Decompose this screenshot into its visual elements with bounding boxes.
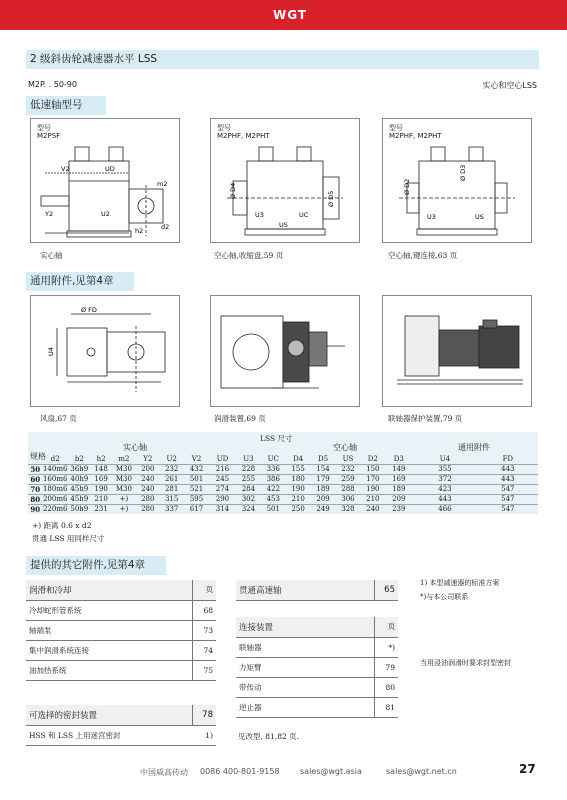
size-cell: 70 xyxy=(28,484,43,494)
modify-note: 见改型, 81,82 页. xyxy=(238,732,300,741)
cell: 150 xyxy=(360,464,385,474)
cell: 595 xyxy=(184,494,209,504)
cell: 232 xyxy=(159,464,184,474)
cell: 45h9 xyxy=(68,484,91,494)
spec-header-row xyxy=(28,455,538,464)
conn-item-label: 联轴器 xyxy=(236,637,374,657)
list-item xyxy=(236,697,398,717)
dim-y2: Y2 xyxy=(45,210,54,218)
cell: 547 xyxy=(478,484,538,494)
cell: 249 xyxy=(311,504,336,514)
cell: 169 xyxy=(91,474,112,484)
diagram-type-label: 型号 xyxy=(389,124,403,132)
footnote-2: *)与本公司联系 xyxy=(420,593,469,601)
cell: M30 xyxy=(111,464,136,474)
connection-page-label: 页 xyxy=(374,617,398,637)
diagram-hollow-key xyxy=(382,118,532,243)
footer-email-1[interactable]: sales@wgt.asia xyxy=(300,767,362,776)
model-range: M2P. . 50-90 xyxy=(28,80,77,89)
cell: 328 xyxy=(336,504,361,514)
through-shaft-page: 65 xyxy=(374,580,398,600)
cell: 337 xyxy=(159,504,184,514)
size-cell: 90 xyxy=(28,504,43,514)
footer-email-2[interactable]: sales@wgt.net.cn xyxy=(386,767,457,776)
cell: 190 xyxy=(360,484,385,494)
cell: 617 xyxy=(184,504,209,514)
cell: 209 xyxy=(385,494,412,504)
cell: 290 xyxy=(209,494,236,504)
cell: M30 xyxy=(111,484,136,494)
cell: 155 xyxy=(286,464,311,474)
diagram-model: M2PSF xyxy=(37,132,61,140)
seal-page: 78 xyxy=(192,705,216,725)
table-row xyxy=(28,464,538,474)
spec-group-hollow: 空心轴 xyxy=(333,443,357,452)
spec-title: LSS 尺寸 xyxy=(260,434,293,443)
cell: 228 xyxy=(236,464,261,474)
conn-item-label: 带传动 xyxy=(236,677,374,697)
cell: 501 xyxy=(261,504,286,514)
conn-item-label: 力矩臂 xyxy=(236,657,374,677)
lube-table xyxy=(26,580,216,681)
cell: 336 xyxy=(261,464,286,474)
cell: 179 xyxy=(311,474,336,484)
cell: 140m6 xyxy=(42,465,68,473)
list-item xyxy=(26,600,216,620)
general-title-text: 通用附件,见第4章 xyxy=(30,275,114,287)
solid-shaft-drawing xyxy=(31,141,179,241)
accessory-lube xyxy=(210,295,360,407)
cell: 210 xyxy=(360,494,385,504)
footer-company: 中国威高传动 xyxy=(140,768,188,777)
cell: 386 xyxy=(261,474,286,484)
caption-hollow-shrink: 空心轴,收缩盘,59 页 xyxy=(214,251,284,260)
lube-item-page: 68 xyxy=(192,600,216,620)
cell: 210 xyxy=(91,494,112,504)
list-item xyxy=(236,657,398,677)
cell: +) xyxy=(111,504,136,514)
cell: 432 xyxy=(184,464,209,474)
cell: 154 xyxy=(311,464,336,474)
spec-size-label: 规格 xyxy=(30,452,46,461)
through-shaft-header-row xyxy=(236,580,398,600)
cell: 190 xyxy=(91,484,112,494)
cell: 245 xyxy=(209,474,236,484)
spec-note-2: 贯通 LSS 用同样尺寸 xyxy=(32,534,105,543)
cell: 220m6 xyxy=(42,505,68,513)
spec-group-acc: 通用附件 xyxy=(458,443,490,452)
lube-item-page: 75 xyxy=(192,660,216,680)
size-cell: 80 xyxy=(28,494,43,504)
cell: 547 xyxy=(478,504,538,514)
cell: 239 xyxy=(385,504,412,514)
cell: 547 xyxy=(478,494,538,504)
list-item xyxy=(26,620,216,640)
table-row xyxy=(28,504,538,514)
dim-d5: Ø D5 xyxy=(327,190,335,207)
cell: 210 xyxy=(286,494,311,504)
cell: 274 xyxy=(209,484,236,494)
lube-drawing xyxy=(211,296,359,406)
dim-us-key: US xyxy=(475,213,484,221)
col-v2: V2 xyxy=(191,455,202,464)
footer-phone: 0086 400-801-9158 xyxy=(200,767,280,776)
lube-item-label: 冷却蛇形管系统 xyxy=(26,600,192,620)
cell: 302 xyxy=(236,494,261,504)
lube-table-header xyxy=(26,580,216,600)
spec-header-blank xyxy=(28,455,43,464)
col-d3: D3 xyxy=(393,455,404,464)
connection-table xyxy=(236,617,398,718)
conn-item-page: 81 xyxy=(374,697,398,717)
cell: 422 xyxy=(261,484,286,494)
dim-ud: UD xyxy=(105,165,115,173)
cell: 40h9 xyxy=(68,474,91,484)
cell: 209 xyxy=(311,494,336,504)
list-item xyxy=(26,640,216,660)
connection-header: 连接装置 xyxy=(236,617,374,637)
dim-d4: Ø D4 xyxy=(229,182,237,199)
dim-u3-key: U3 xyxy=(427,213,436,221)
coupling-guard-drawing xyxy=(383,296,531,406)
diagram-model: M2PHF, M2PHT xyxy=(389,132,442,140)
table-row xyxy=(28,484,538,494)
section-title xyxy=(26,50,539,69)
cell: 200m6 xyxy=(42,495,68,503)
lube-item-label: 轴端泵 xyxy=(26,620,192,640)
diagram-hollow-shrink xyxy=(210,118,360,243)
cell: +) xyxy=(111,494,136,504)
accessory-coupling-guard xyxy=(382,295,532,407)
diagram-model: M2PHF, M2PHT xyxy=(217,132,270,140)
cell: 288 xyxy=(336,484,361,494)
spec-group-solid: 实心轴 xyxy=(123,443,147,452)
cell: 160m6 xyxy=(42,475,68,483)
cell: 190 xyxy=(286,484,311,494)
general-title xyxy=(26,272,134,291)
col-b2: b2 xyxy=(74,455,84,464)
conn-item-page: 80 xyxy=(374,677,398,697)
col-u2: U2 xyxy=(166,455,177,464)
fan-drawing xyxy=(31,296,179,406)
col-dd2: D2 xyxy=(367,455,378,464)
cell: 259 xyxy=(336,474,361,484)
seal-item-text: HSS 和 LSS 上用迷宫密封 xyxy=(29,730,121,740)
list-item xyxy=(236,677,398,697)
lowspeed-title-text: 低速轴型号 xyxy=(30,99,83,111)
caption-fan: 风扇,67 页 xyxy=(40,414,77,423)
cell: 45h9 xyxy=(68,494,91,504)
cell: 355 xyxy=(412,464,477,474)
connection-table-header xyxy=(236,617,398,637)
cell: 149 xyxy=(385,464,412,474)
footnote-right: 当用浸油润滑时要求封型密封 xyxy=(420,659,511,667)
page-number: 27 xyxy=(519,762,536,776)
col-h2: h2 xyxy=(96,455,106,464)
col-us: US xyxy=(342,455,354,464)
dim-d2-hollow: Ø D2 xyxy=(403,178,411,195)
cell: 240 xyxy=(136,474,159,484)
dim-v2: V2 xyxy=(61,165,70,173)
caption-lube: 润滑装置,69 页 xyxy=(214,414,266,423)
cell: 281 xyxy=(159,484,184,494)
lube-page-label: 页 xyxy=(192,580,216,600)
cell: 324 xyxy=(236,504,261,514)
seal-item-label xyxy=(26,725,192,745)
lube-item-page: 74 xyxy=(192,640,216,660)
through-shaft-table xyxy=(236,580,398,601)
diagram-type-label: 型号 xyxy=(37,124,51,132)
dim-u4: U4 xyxy=(47,347,55,356)
col-d5: D5 xyxy=(318,455,329,464)
cell: 466 xyxy=(412,504,477,514)
seal-header: 可选择的密封装置 xyxy=(26,705,192,725)
conn-item-page: *) xyxy=(374,637,398,657)
other-title xyxy=(26,556,166,575)
cell: 200 xyxy=(136,464,159,474)
cell: 453 xyxy=(261,494,286,504)
seal-table-header xyxy=(26,705,216,725)
cell: 501 xyxy=(184,474,209,484)
caption-coupling-guard: 联轴器保护装置,79 页 xyxy=(388,414,463,423)
cell: 280 xyxy=(136,494,159,504)
cell: 170 xyxy=(360,474,385,484)
cell: 315 xyxy=(159,494,184,504)
cell: 240 xyxy=(136,484,159,494)
cell: 255 xyxy=(236,474,261,484)
col-ud: UD xyxy=(216,455,229,464)
cell: 423 xyxy=(412,484,477,494)
col-d4: D4 xyxy=(293,455,304,464)
dim-u2: U2 xyxy=(101,210,110,218)
cell: 169 xyxy=(385,474,412,484)
col-uc: UC xyxy=(267,455,279,464)
cell: 280 xyxy=(136,504,159,514)
through-shaft-header: 贯通高速轴 xyxy=(236,580,374,600)
size-cell: 60 xyxy=(28,474,43,484)
diagram-solid-shaft xyxy=(30,118,180,243)
lube-item-page: 73 xyxy=(192,620,216,640)
footnote-1: 1) 本型减速器的标准方案 xyxy=(420,579,500,587)
col-u4: U4 xyxy=(439,455,451,464)
cell: 189 xyxy=(385,484,412,494)
cell: 180m6 xyxy=(42,485,68,493)
cell: 314 xyxy=(209,504,236,514)
cell: 231 xyxy=(91,504,112,514)
conn-item-label: 逆止器 xyxy=(236,697,374,717)
other-title-text: 提供的其它附件,见第4章 xyxy=(30,559,146,571)
cell: 306 xyxy=(336,494,361,504)
size-cell: 50 xyxy=(28,464,43,474)
cell: 180 xyxy=(286,474,311,484)
dim-d3: Ø D3 xyxy=(459,164,467,181)
seal-table xyxy=(26,705,216,746)
table-row xyxy=(28,474,538,484)
cell: 443 xyxy=(412,494,477,504)
cell: 261 xyxy=(159,474,184,484)
cell: 189 xyxy=(311,484,336,494)
list-item xyxy=(26,660,216,680)
list-item xyxy=(26,725,216,745)
dim-u3: U3 xyxy=(255,211,264,219)
spec-grid xyxy=(28,455,538,514)
lowspeed-title xyxy=(26,96,106,115)
dim-uc: UC xyxy=(299,211,309,219)
cell: 521 xyxy=(184,484,209,494)
dim-h2: h2 xyxy=(135,227,144,235)
dim-fd: Ø FD xyxy=(81,306,97,314)
hollow-key-drawing xyxy=(383,141,531,241)
cell: 50h9 xyxy=(68,504,91,514)
col-m2: m2 xyxy=(118,455,130,464)
lube-item-label: 油加热系统 xyxy=(26,660,192,680)
dim-d2: d2 xyxy=(161,223,170,231)
cell: 284 xyxy=(236,484,261,494)
cell: 36h9 xyxy=(68,464,91,474)
col-u3: U3 xyxy=(243,455,254,464)
spec-note-1: +) 距离 0.6 x d2 xyxy=(32,521,92,530)
cell: 443 xyxy=(478,474,538,484)
cell: M30 xyxy=(111,474,136,484)
cell: 232 xyxy=(336,464,361,474)
accessory-fan xyxy=(30,295,180,407)
col-fd: FD xyxy=(502,455,514,464)
cell: 240 xyxy=(360,504,385,514)
dim-m2: m2 xyxy=(157,180,168,188)
cell: 443 xyxy=(478,464,538,474)
conn-item-page: 79 xyxy=(374,657,398,677)
list-item xyxy=(236,637,398,657)
diagram-type-label: 型号 xyxy=(217,124,231,132)
table-row xyxy=(28,494,538,504)
cell: 250 xyxy=(286,504,311,514)
section-title-text: 2 级斜齿轮减速器水平 LSS xyxy=(30,53,158,65)
lube-item-label: 集中润滑系统连接 xyxy=(26,640,192,660)
col-y2: Y2 xyxy=(143,455,153,464)
brand-logo: WGT xyxy=(272,8,308,22)
model-variants: 实心和空心LSS xyxy=(482,81,537,90)
col-d2: d2 xyxy=(50,455,60,464)
cell: 372 xyxy=(412,474,477,484)
cell: 216 xyxy=(209,464,236,474)
seal-item-note: 1) xyxy=(192,725,216,745)
cell: 148 xyxy=(91,464,112,474)
caption-solid-shaft: 实心轴 xyxy=(40,251,63,260)
lube-header: 润滑和冷却 xyxy=(26,580,192,600)
hollow-shrink-drawing xyxy=(211,141,359,241)
caption-hollow-key: 空心轴,键连接,63 页 xyxy=(388,251,458,260)
dim-us: US xyxy=(279,221,288,229)
